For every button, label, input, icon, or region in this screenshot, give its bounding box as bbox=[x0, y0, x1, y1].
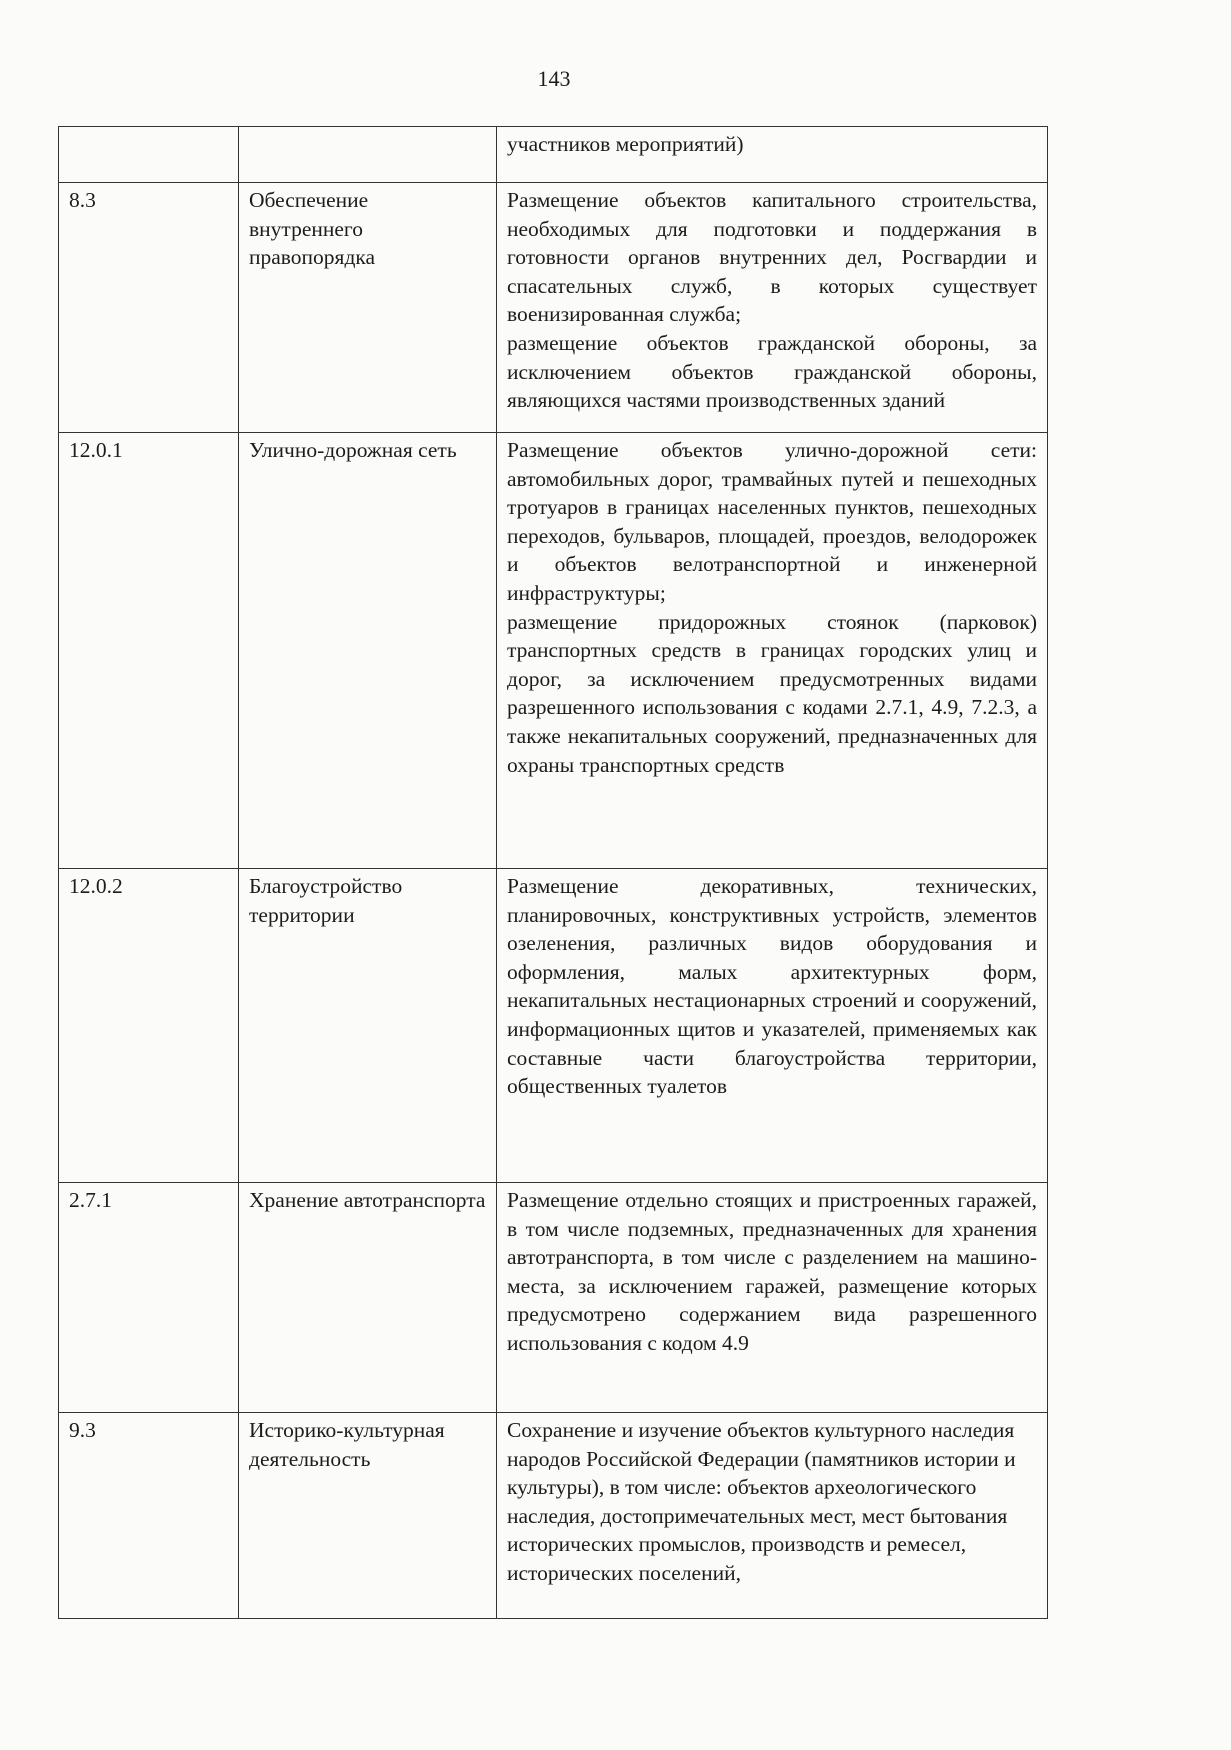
description-cell bbox=[497, 433, 1048, 869]
code-cell: 12.0.2 bbox=[59, 869, 239, 1183]
name-cell bbox=[239, 127, 497, 183]
description-cell bbox=[497, 1183, 1048, 1413]
table-row bbox=[59, 127, 1048, 183]
description-paragraph: размещение объектов гражданской обороны, за исключением объектов гражданской обороны, являющихся частями производственных зданий bbox=[507, 330, 1037, 413]
description-cell bbox=[497, 869, 1048, 1183]
table-row bbox=[59, 1183, 1048, 1413]
code-cell bbox=[59, 127, 239, 183]
description-paragraph: участников мероприятий) bbox=[507, 132, 744, 156]
description-cell bbox=[497, 127, 1048, 183]
code-cell: 12.0.1 bbox=[59, 433, 239, 869]
description-paragraph: Размещение декоративных, технических, планировочных, конструктивных устройств, элементов озеленения, различных видов оборудования и оформления, малых архитектурных форм, некапитальных нестационарных строений и сооружений, информационных щитов и указателей, применяемых как составные части благоустройства территории, общественных туалетов bbox=[507, 874, 1037, 1099]
description-paragraph: Размещение объектов капитального строительства, необходимых для подготовки и поддержания в готовности органов внутренних дел, Росгвардии и спасательных служб, в которых существует военизированная служба; bbox=[507, 188, 1037, 327]
description-cell bbox=[497, 1413, 1048, 1619]
name-cell: Улично-дорожная сеть bbox=[239, 433, 497, 869]
code-cell: 9.3 bbox=[59, 1413, 239, 1619]
name-cell: Историко-культурная деятельность bbox=[239, 1413, 497, 1619]
code-cell: 2.7.1 bbox=[59, 1183, 239, 1413]
name-cell: Обеспечение внутреннего правопорядка bbox=[239, 183, 497, 433]
description-paragraph: Сохранение и изучение объектов культурного наследия народов Российской Федерации (памятников истории и культуры), в том числе: объектов археологического наследия, достопримечательных мест, мест бытования исторических промыслов, производств и ремесел, исторических поселений, bbox=[507, 1418, 1016, 1585]
table-row bbox=[59, 1413, 1048, 1619]
description-paragraph: размещение придорожных стоянок (парковок) транспортных средств в границах городских улиц и дорог, за исключением предусмотренных видами разрешенного использования с кодами 2.7.1, 4.9, 7.2.3, а также некапитальных сооружений, предназначенных для охраны транспортных средств bbox=[507, 609, 1037, 777]
name-cell: Хранение автотранспорта bbox=[239, 1183, 497, 1413]
description-paragraph: Размещение отдельно стоящих и пристроенных гаражей, в том числе подземных, предназначенных для хранения автотранспорта, в том числе с разделением на машино-места, за исключением гаражей, размещение которых предусмотрено содержанием вида разрешенного использования с кодом 4.9 bbox=[507, 1188, 1037, 1355]
name-cell: Благоустройство территории bbox=[239, 869, 497, 1183]
code-cell: 8.3 bbox=[59, 183, 239, 433]
table-row bbox=[59, 183, 1048, 433]
table-row bbox=[59, 433, 1048, 869]
table-row bbox=[59, 869, 1048, 1183]
land-use-table bbox=[58, 126, 1048, 1619]
description-cell bbox=[497, 183, 1048, 433]
page-number: 143 bbox=[537, 66, 571, 91]
description-paragraph: Размещение объектов улично-дорожной сети: автомобильных дорог, трамвайных путей и пешеходных тротуаров в границах населенных пунктов, пешеходных переходов, бульваров, площадей, проездов, велодорожек и объектов велотранспортной и инженерной инфраструктуры; bbox=[507, 438, 1037, 605]
